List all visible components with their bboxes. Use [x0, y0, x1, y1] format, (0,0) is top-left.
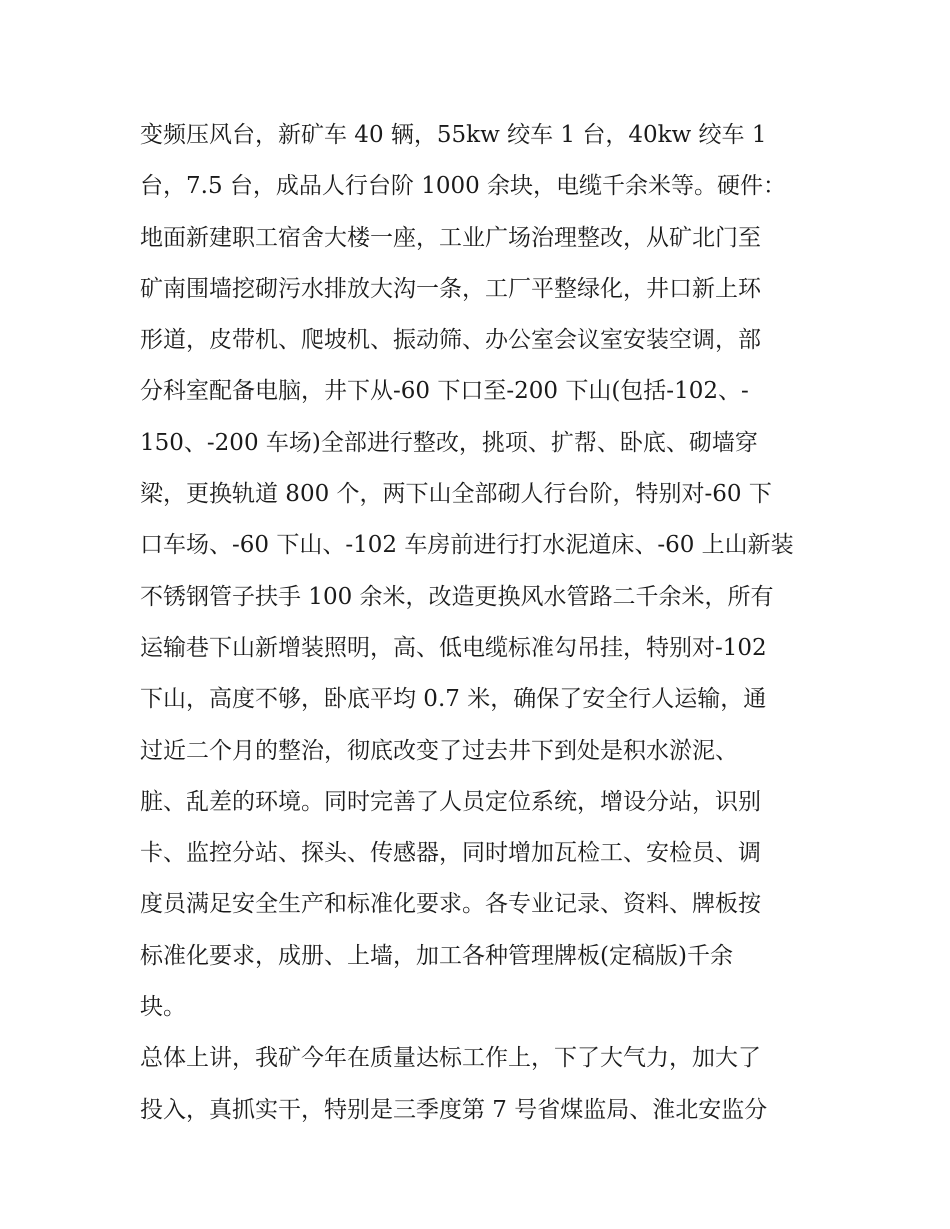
text-line: 投入，真抓实干，特别是三季度第 7 号省煤监局、淮北安监分 [140, 1096, 768, 1123]
text-line: 脏、乱差的环境。同时完善了人员定位系统，增设分站，识别 [140, 788, 761, 815]
body-text [140, 110, 820, 1136]
text-line: 分科室配备电脑，井下从-60 下口至-200 下山(包括-102、- [140, 378, 749, 405]
text-line: 过近二个月的整治，彻底改变了过去井下到处是积水淤泥、 [140, 737, 738, 764]
text-line: 梁，更换轨道 800 个，两下山全部砌人行台阶，特别对-60 下 [140, 481, 772, 508]
text-line: 口车场、-60 下山、-102 车房前进行打水泥道床、-60 上山新装 [140, 532, 794, 559]
text-line: 标准化要求，成册、上墙，加工各种管理牌板(定稿版)千余 [140, 942, 733, 969]
text-line: 卡、监控分站、探头、传感器，同时增加瓦检工、安检员、调 [140, 840, 761, 867]
text-line: 台，7.5 台，成品人行台阶 1000 余块，电缆千余米等。硬件： [140, 173, 787, 200]
text-line: 矿南围墙挖砌污水排放大沟一条，工厂平整绿化，井口新上环 [140, 275, 761, 302]
text-line: 下山，高度不够，卧底平均 0.7 米，确保了安全行人运输，通 [140, 686, 767, 713]
text-line: 地面新建职工宿舍大楼一座，工业广场治理整改，从矿北门至 [140, 224, 761, 251]
text-line: 150、-200 车场)全部进行整改，挑项、扩帮、卧底、砌墙穿 [140, 429, 758, 456]
text-line: 不锈钢管子扶手 100 余米，改造更换风水管路二千余米，所有 [140, 583, 774, 610]
text-line: 运输巷下山新增装照明，高、低电缆标准勾吊挂，特别对-102 [140, 634, 767, 661]
text-line: 形道，皮带机、爬坡机、振动筛、办公室会议室安装空调，部 [140, 327, 761, 354]
text-line: 块。 [140, 994, 186, 1021]
text-line: 总体上讲，我矿今年在质量达标工作上，下了大气力，加大了 [140, 1045, 761, 1072]
text-line: 度员满足安全生产和标准化要求。各专业记录、资料、牌板按 [140, 891, 761, 918]
text-line: 变频压风台，新矿车 40 辆，55kw 绞车 1 台，40kw 绞车 1 [140, 122, 767, 148]
